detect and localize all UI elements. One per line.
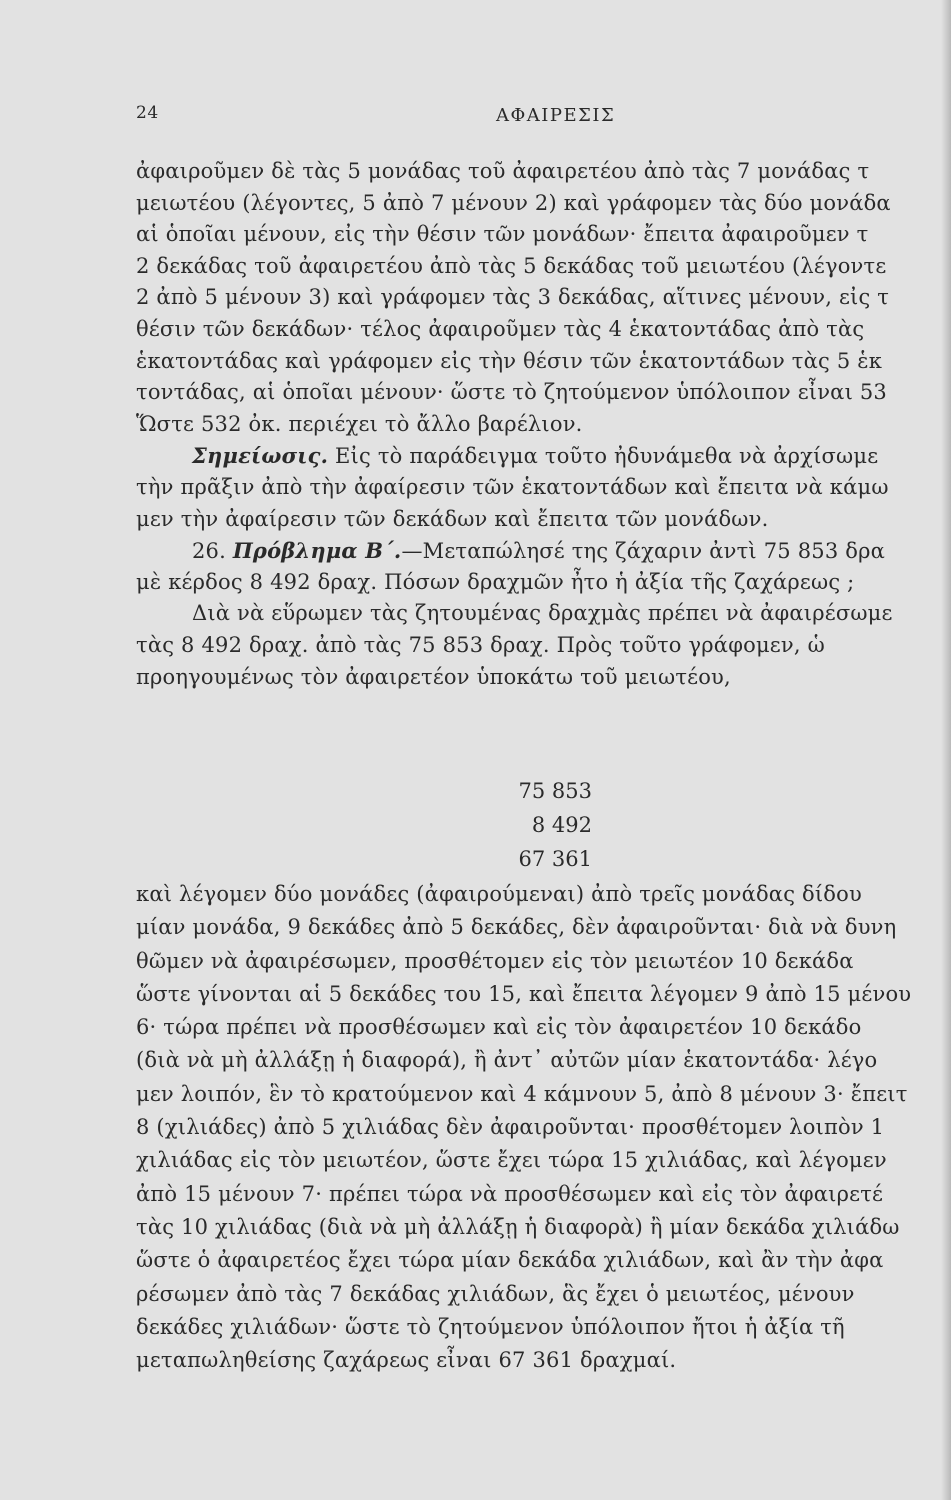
text-line: δεκάδες χιλιάδων· ὥστε τὸ ζητούμενον ὑπόλοιπον ἤτοι ἡ ἀξία τῆ <box>136 1314 845 1339</box>
page-edge-shadow <box>941 0 951 1500</box>
body-text-lower <box>136 878 951 1377</box>
text-line: θέσιν τῶν δεκάδων· τέλος ἀφαιροῦμεν τὰς 4 ἑκατοντάδας ἀπὸ τὰς <box>136 316 865 341</box>
text-line: τοντάδας, αἱ ὁποῖαι μένουν· ὥστε τὸ ζητούμενον ὑπόλοιπον εἶναι 53 <box>136 380 887 405</box>
page-number: 24 <box>136 103 159 123</box>
text-line: ὥστε ὁ ἀφαιρετέος ἔχει τώρα μίαν δεκάδα χιλιάδων, καὶ ἂν τὴν ἀφα <box>136 1248 884 1273</box>
body-text-upper <box>136 156 951 693</box>
text-line: θῶμεν νὰ ἀφαιρέσωμεν, προσθέτομεν εἰς τὸν μειωτέον 10 δεκάδα <box>136 948 854 973</box>
difference: 67 361 <box>518 847 592 871</box>
text-line: τὴν πρᾶξιν ἀπὸ τὴν ἀφαίρεσιν τῶν ἑκατοντάδων καὶ ἔπειτα νὰ κάμω <box>136 474 889 499</box>
text-line: (διὰ νὰ μὴ ἀλλάξῃ ἡ διαφορά), ἢ ἀντ᾽ αὐτῶν μίαν ἑκατοντάδα· λέγο <box>136 1048 878 1073</box>
text-line: μειωτέου (λέγοντες, 5 ἀπὸ 7 μένουν 2) καὶ γράφομεν τὰς δύο μονάδα <box>136 190 891 215</box>
text-line: 6· τώρα πρέπει νὰ προσθέσωμεν καὶ εἰς τὸν ἀφαιρετέον 10 δεκάδο <box>136 1015 862 1040</box>
text-line: 2 ἀπὸ 5 μένουν 3) καὶ γράφομεν τὰς 3 δεκάδας, αἵτινες μένουν, εἰς τ <box>136 285 890 310</box>
text-line: αἱ ὁποῖαι μένουν, εἰς τὴν θέσιν τῶν μονάδων· ἔπειτα ἀφαιροῦμεν τ <box>136 222 869 247</box>
problem-paragraph <box>136 535 951 567</box>
problem-text: —Μεταπώλησέ της ζάχαριν ἀντὶ 75 853 δρα <box>401 539 886 564</box>
problem-number: 26. <box>192 539 233 564</box>
text-line: ρέσωμεν ἀπὸ τὰς 7 δεκάδας χιλιάδων, ἃς ἔχει ὁ μειωτέος, μένουν <box>136 1281 855 1306</box>
running-title: ΑΦΑΙΡΕΣΙΣ <box>496 105 616 126</box>
text-line: Διὰ νὰ εὕρωμεν τὰς ζητουμένας δραχμὰς πρέπει νὰ ἀφαιρέσωμε <box>192 601 893 626</box>
text-line: Ὥστε 532 ὀκ. περιέχει τὸ ἄλλο βαρέλιον. <box>136 411 583 436</box>
note-text: Εἰς τὸ παράδειγμα τοῦτο ἠδυνάμεθα νὰ ἀρχίσωμε <box>328 444 879 469</box>
text-line: μίαν μονάδα, 9 δεκάδες ἀπὸ 5 δεκάδες, δὲν ἀφαιροῦνται· διὰ νὰ δυνη <box>136 915 897 940</box>
note-heading: Σημείωσις. <box>192 443 329 469</box>
subtrahend: 8 492 <box>531 813 592 837</box>
text-line: 8 (χιλιάδες) ἀπὸ 5 χιλιάδας δὲν ἀφαιροῦνται· προσθέτομεν λοιπὸν 1 <box>136 1115 885 1140</box>
text-line: ἀπὸ 15 μένουν 7· πρέπει τώρα νὰ προσθέσωμεν καὶ εἰς τὸν ἀφαιρετέ <box>136 1181 884 1206</box>
text-line: μὲ κέρδος 8 492 δραχ. Πόσων δραχμῶν ἦτο ἡ ἀξία τῆς ζαχάρεως ; <box>136 569 855 594</box>
text-line: μεν λοιπόν, ἓν τὸ κρατούμενον καὶ 4 κάμνουν 5, ἀπὸ 8 μένουν 3· ἔπειτ <box>136 1081 908 1106</box>
text-line: καὶ λέγομεν δύο μονάδες (ἀφαιρούμεναι) ἀπὸ τρεῖς μονάδας δίδου <box>136 882 862 906</box>
text-line: τὰς 10 χιλιάδας (διὰ νὰ μὴ ἀλλάξῃ ἡ διαφορὰ) ἢ μίαν δεκάδα χιλιάδω <box>136 1214 900 1239</box>
text-line: χιλιάδας εἰς τὸν μειωτέον, ὥστε ἔχει τώρα 15 χιλιάδας, καὶ λέγομεν <box>136 1148 887 1173</box>
page-header <box>0 103 951 133</box>
text-line: ἑκατοντάδας καὶ γράφομεν εἰς τὴν θέσιν τῶν ἑκατοντάδων τὰς 5 ἑκ <box>136 348 883 373</box>
text-line: 2 δεκάδας τοῦ ἀφαιρετέου ἀπὸ τὰς 5 δεκάδας τοῦ μειωτέου (λέγοντε <box>136 253 887 278</box>
problem-heading: Πρόβλημα Β΄. <box>232 538 402 564</box>
text-line: μεταπωληθείσης ζαχάρεως εἶναι 67 361 δραχμαί. <box>136 1348 677 1373</box>
subtraction-layout <box>470 774 630 876</box>
text-line: ἀφαιροῦμεν δὲ τὰς 5 μονάδας τοῦ ἀφαιρετέου ἀπὸ τὰς 7 μονάδας τ <box>136 159 870 183</box>
text-line: προηγουμένως τὸν ἀφαιρετέον ὑποκάτω τοῦ μειωτέου, <box>136 664 731 689</box>
minuend: 75 853 <box>518 779 592 803</box>
note-paragraph <box>136 440 951 472</box>
text-line: τὰς 8 492 δραχ. ἀπὸ τὰς 75 853 δραχ. Πρὸς τοῦτο γράφομεν, ὡ <box>136 632 825 657</box>
text-line: μεν τὴν ἀφαίρεσιν τῶν δεκάδων καὶ ἔπειτα τῶν μονάδων. <box>136 506 769 531</box>
text-line: ὥστε γίνονται αἱ 5 δεκάδες του 15, καὶ ἔπειτα λέγομεν 9 ἀπὸ 15 μένου <box>136 981 912 1006</box>
